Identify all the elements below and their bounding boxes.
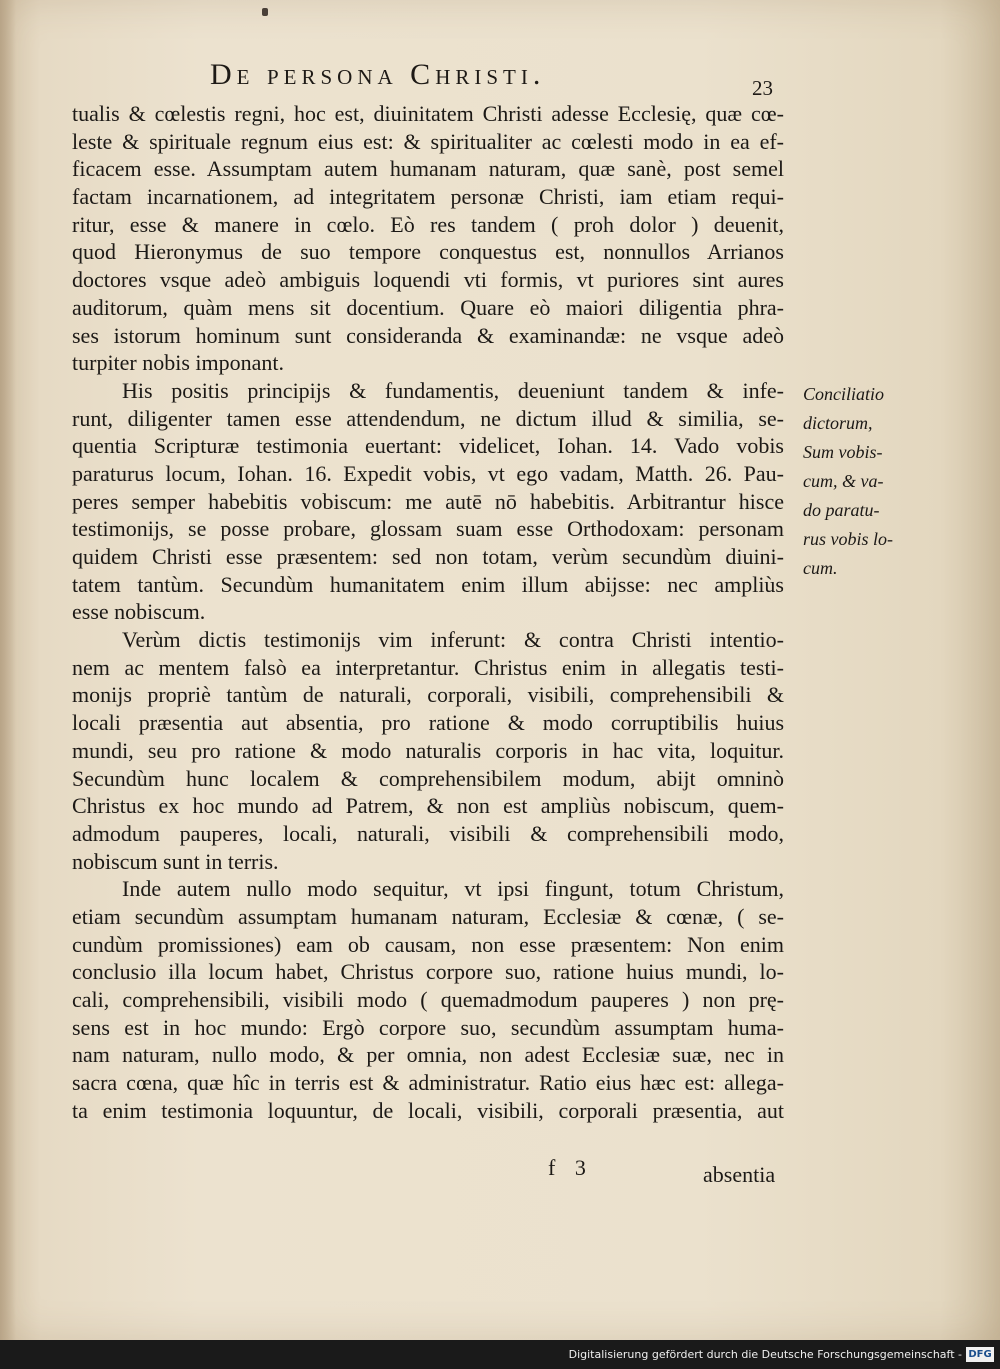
text-line: Christus ex hoc mundo ad Patrem, & non est ampliùs nobiscum, quem- [72, 793, 784, 819]
main-text-block [72, 100, 784, 1124]
text-line: tualis & cœlestis regni, hoc est, diuinitatem Christi adesse Ecclesię, quæ cœ- [72, 101, 784, 126]
text-line: peres semper habebitis vobiscum: me autē nō habebitis. Arbitrantur hisce [72, 488, 784, 514]
text-line: testimonijs, se posse probare, glossam suam esse Orthodoxam: personam [72, 516, 784, 542]
text-line: paraturus locum, Iohan. 16. Expedit vobis, vt ego vadam, Matth. 26. Pau- [72, 460, 784, 486]
text-line: admodum pauperes, locali, naturali, visibili & comprehensibili modo, [72, 820, 784, 846]
page-number: 23 [752, 76, 773, 100]
text-line: Secundùm hunc localem & comprehensibilem modum, abijt omninò [72, 765, 784, 791]
text-line: auditorum, quàm mens sit docentium. Quare eò maiori diligentia phra- [72, 294, 784, 320]
paragraph-start-line: His positis principijs & fundamentis, deueniunt tandem & infe- [122, 377, 784, 403]
ink-speck [262, 8, 268, 16]
text-line: nem ac mentem falsò ea interpretantur. Christus enim in allegatis testi- [72, 654, 784, 680]
marginal-note [803, 380, 913, 583]
marginal-note-line: do paratu- [803, 500, 880, 520]
funding-credit: Digitalisierung gefördert durch die Deutsche Forschungsgemeinschaft - [568, 1348, 962, 1361]
marginal-note-line: cum. [803, 558, 838, 578]
text-line: ritur, esse & manere in cœlo. Eò res tandem ( proh dolor ) deuenit, [72, 211, 784, 237]
text-line: factam incarnationem, ad integritatem personæ Christi, iam etiam requi- [72, 184, 784, 210]
text-line: ficacem esse. Assumptam autem humanam naturam, quæ sanè, post semel [72, 156, 784, 182]
paragraph-start-line: Verùm dictis testimonijs vim inferunt: & contra Christi intentio- [122, 627, 784, 653]
marginal-note-line: Conciliatio [803, 384, 884, 404]
text-line: esse nobiscum. [72, 599, 206, 625]
page-gutter-shadow [0, 0, 16, 1340]
text-line: leste & spirituale regnum eius est: & spiritualiter ac cœlesti modo in ea ef- [72, 128, 784, 154]
text-line: nam naturam, nullo modo, & per omnia, non adest Ecclesiæ suæ, nec in [72, 1042, 784, 1068]
text-line: ses istorum hominum sunt consideranda & examinandæ: ne vsque adeò [72, 322, 784, 348]
catchword: absentia [703, 1162, 776, 1187]
text-line: tatem tantùm. Secundùm humanitatem enim illum abijsse: nec ampliùs [72, 571, 784, 597]
text-line: runt, diligenter tamen esse attendendum, ne dictum illud & similia, se- [72, 405, 784, 431]
marginal-note-line: cum, & va- [803, 471, 884, 491]
text-line: locali præsentia aut absentia, pro ratione & modo corruptibilis huius [72, 710, 784, 736]
signature-mark: f 3 [548, 1155, 586, 1180]
text-line: nobiscum sunt in terris. [72, 848, 279, 874]
text-line: mundi, seu pro ratione & modo naturalis corporis in hac vita, loquitur. [72, 737, 784, 763]
marginal-note-line: rus vobis lo- [803, 529, 893, 549]
dfg-logo: DFG [966, 1347, 994, 1362]
text-line: turpiter nobis imponant. [72, 350, 285, 376]
paragraph-start-line: Inde autem nullo modo sequitur, vt ipsi fingunt, totum Christum, [122, 876, 784, 902]
running-header: De persona Christi. [210, 58, 546, 91]
text-line: cundùm promissiones) eam ob causam, non esse præsentem: Non enim [72, 931, 784, 957]
marginal-note-line: dictorum, [803, 413, 873, 433]
text-line: quidem Christi esse præsentem: sed non totam, verùm secundùm diuini- [72, 544, 784, 569]
text-line: doctores vsque adeò ambiguis loquendi vti formis, vt puriores sint aures [72, 267, 784, 293]
digitization-footer [0, 1340, 1000, 1369]
marginal-note-line: Sum vobis- [803, 442, 883, 462]
text-line: cali, comprehensibili, visibili modo ( quemadmodum pauperes ) non prę- [72, 987, 784, 1012]
text-line: quentia Scripturæ testimonia euertant: videlicet, Iohan. 14. Vado vobis [72, 433, 784, 459]
text-line: sacra cœna, quæ hîc in terris est & administratur. Ratio eius hæc est: allega- [72, 1070, 784, 1096]
text-line: quod Hieronymus de suo tempore conquestus est, nonnullos Arrianos [72, 239, 784, 265]
text-line: monijs propriè tantùm de naturali, corporali, visibili, comprehensibili & [72, 682, 784, 708]
text-line: ta enim testimonia loquuntur, de locali, visibili, corporali præsentia, aut [72, 1097, 784, 1123]
text-line: conclusio illa locum habet, Christus corpore suo, ratione huius mundi, lo- [72, 959, 784, 985]
text-line: sens est in hoc mundo: Ergò corpore suo, secundùm assumptam huma- [72, 1014, 784, 1040]
text-line: etiam secundùm assumptam humanam naturam, Ecclesiæ & cœnæ, ( se- [72, 903, 784, 929]
